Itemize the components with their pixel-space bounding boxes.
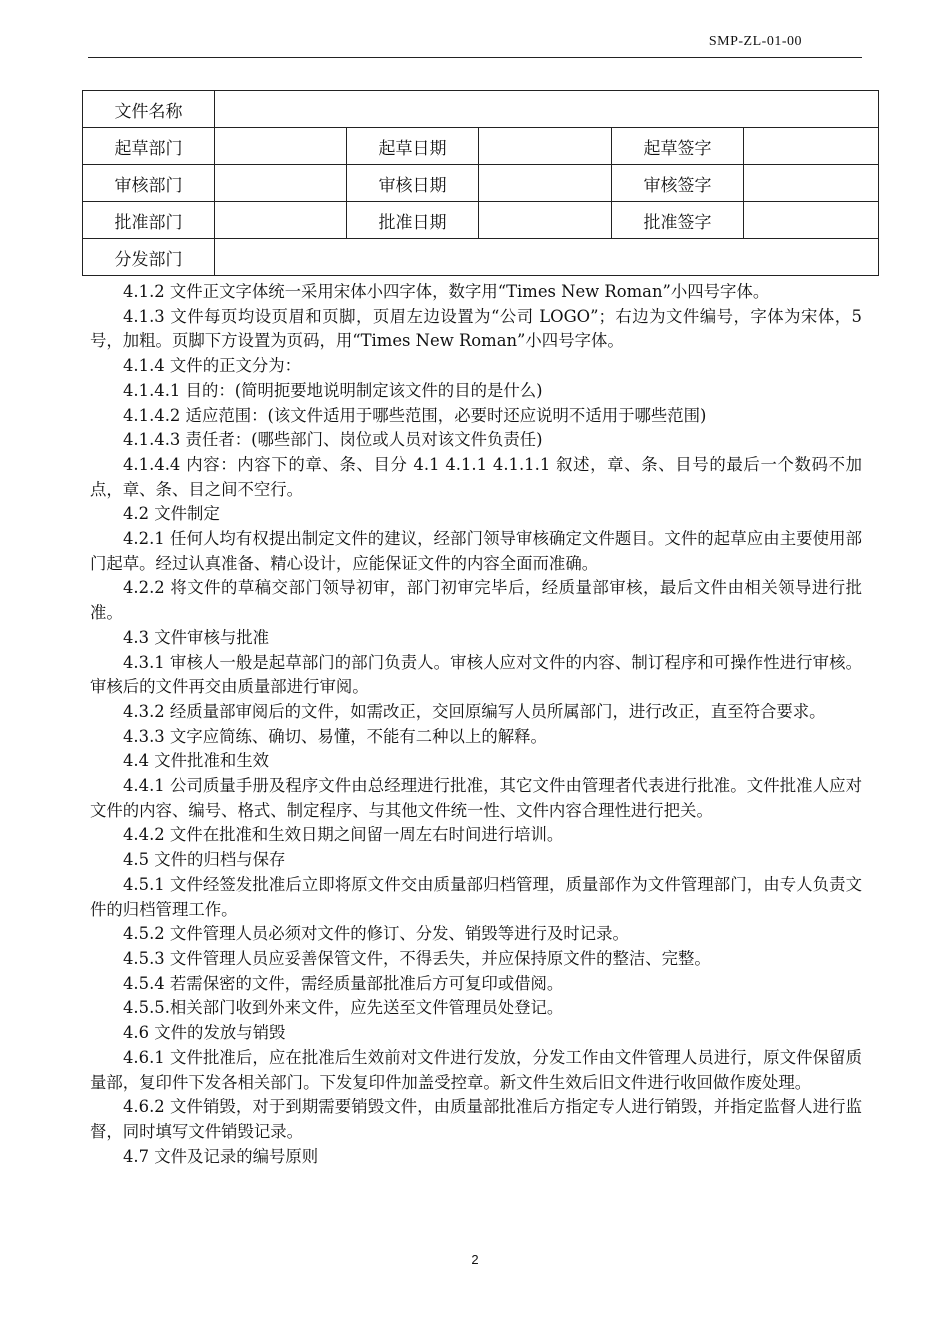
paragraph: 4.3.2 经质量部审阅后的文件，如需改正，交回原编写人员所属部门，进行改正，直至符合要求。: [123, 701, 826, 721]
draft-sign-field[interactable]: [744, 128, 879, 165]
table-row: [83, 128, 879, 165]
approve-dept-field[interactable]: [215, 202, 347, 239]
paragraph: 4.5.5.相关部门收到外来文件，应先送至文件管理员处登记。: [123, 998, 564, 1018]
paragraph: 4.2.2 将文件的草稿交部门领导初审，部门初审完毕后，经质量部审核，最后文件由相关领导进行批准。: [90, 578, 862, 623]
section-heading: 4.6 文件的发放与销毁: [123, 1023, 286, 1043]
paragraph: 4.1.4.1 目的：(简明扼要地说明制定该文件的目的是什么): [123, 380, 543, 400]
section-heading: 4.3 文件审核与批准: [123, 627, 270, 647]
paragraph: 4.3.3 文字应简练、确切、易懂，不能有二种以上的解释。: [123, 726, 547, 746]
section-heading: 4.5 文件的归档与保存: [123, 850, 286, 870]
paragraph: 4.4.2 文件在批准和生效日期之间留一周左右时间进行培训。: [123, 825, 564, 845]
approve-date-label: 批准日期: [347, 202, 479, 239]
paragraph: 4.5.4 若需保密的文件，需经质量部批准后方可复印或借阅。: [123, 973, 564, 993]
paragraph: 4.6.2 文件销毁，对于到期需要销毁文件，由质量部批准后方指定专人进行销毁，并指定监督人进行监督，同时填写文件销毁记录。: [90, 1097, 862, 1141]
paragraph: 4.5.3 文件管理人员应妥善保管文件，不得丢失，并应保持原文件的整洁、完整。: [123, 948, 711, 968]
paragraph: 4.2.1 任何人均有权提出制定文件的建议，经部门领导审核确定文件题目。文件的起草应由主要使用部门起草。经过认真准备、精心设计，应能保证文件的内容全面而准确。: [90, 529, 862, 573]
table-row: [83, 165, 879, 202]
approve-dept-label: 批准部门: [83, 202, 215, 239]
document-body: [90, 280, 862, 1169]
draft-sign-label: 起草签字: [612, 128, 744, 165]
paragraph: 4.4.1 公司质量手册及程序文件由总经理进行批准，其它文件由管理者代表进行批准。文件批准人应对文件的内容、编号、格式、制定程序、与其他文件统一性、文件内容合理性进行把关。: [90, 776, 862, 820]
draft-dept-label: 起草部门: [83, 128, 215, 165]
document-code: SMP-ZL-01-00: [708, 34, 802, 49]
table-row: [83, 202, 879, 239]
section-heading: 4.4 文件批准和生效: [123, 751, 270, 771]
paragraph: 4.6.1 文件批准后，应在批准后生效前对文件进行发放，分发工作由文件管理人员进行，原文件保留质量部，复印件下发各相关部门。下发复印件加盖受控章。新文件生效后旧文件进行收回做作废处理。: [90, 1047, 862, 1092]
doc-name-label: 文件名称: [83, 91, 215, 128]
distribution-field[interactable]: [215, 239, 879, 276]
paragraph: 4.1.4 文件的正文分为：: [123, 356, 302, 376]
paragraph: 4.1.4.3 责任者：(哪些部门、岗位或人员对该文件负责任): [123, 430, 543, 450]
review-sign-field[interactable]: [744, 165, 879, 202]
review-date-label: 审核日期: [347, 165, 479, 202]
paragraph: 4.1.2 文件正文字体统一采用宋体小四字体，数字用“Times New Roman”小四号字体。: [123, 282, 770, 301]
distribution-label: 分发部门: [83, 239, 215, 276]
draft-dept-field[interactable]: [215, 128, 347, 165]
paragraph: 4.5.1 文件经签发批准后立即将原文件交由质量部归档管理，质量部作为文件管理部门，由专人负责文件的归档管理工作。: [90, 874, 862, 919]
document-control-table: [82, 90, 879, 276]
paragraph: 4.5.2 文件管理人员必须对文件的修订、分发、销毁等进行及时记录。: [123, 924, 629, 944]
draft-date-field[interactable]: [479, 128, 612, 165]
review-dept-field[interactable]: [215, 165, 347, 202]
header-rule: [88, 57, 862, 58]
table-row: [83, 91, 879, 128]
review-dept-label: 审核部门: [83, 165, 215, 202]
paragraph: 4.1.4.2 适应范围：(该文件适用于哪些范围，必要时还应说明不适用于哪些范围): [123, 405, 707, 425]
review-date-field[interactable]: [479, 165, 612, 202]
table-row: [83, 239, 879, 276]
page-number: 2: [471, 1252, 479, 1267]
paragraph: 4.1.3 文件每页均设页眉和页脚，页眉左边设置为“公司 LOGO”；右边为文件编号，字体为宋体，5 号，加粗。页脚下方设置为页码，用“Times New Roman”小四号字体。: [90, 306, 862, 351]
section-heading: 4.7 文件及记录的编号原则: [123, 1146, 319, 1166]
paragraph: 4.3.1 审核人一般是起草部门的部门负责人。审核人应对文件的内容、制订程序和可操作性进行审核。审核后的文件再交由质量部进行审阅。: [90, 652, 862, 697]
approve-sign-field[interactable]: [744, 202, 879, 239]
review-sign-label: 审核签字: [612, 165, 744, 202]
paragraph: 4.1.4.4 内容：内容下的章、条、目分 4.1 4.1.1 4.1.1.1 叙述，章、条、目号的最后一个数码不加点，章、条、目之间不空行。: [90, 454, 862, 499]
doc-name-field[interactable]: [215, 91, 879, 128]
draft-date-label: 起草日期: [347, 128, 479, 165]
approve-sign-label: 批准签字: [612, 202, 744, 239]
approve-date-field[interactable]: [479, 202, 612, 239]
section-heading: 4.2 文件制定: [123, 504, 220, 524]
